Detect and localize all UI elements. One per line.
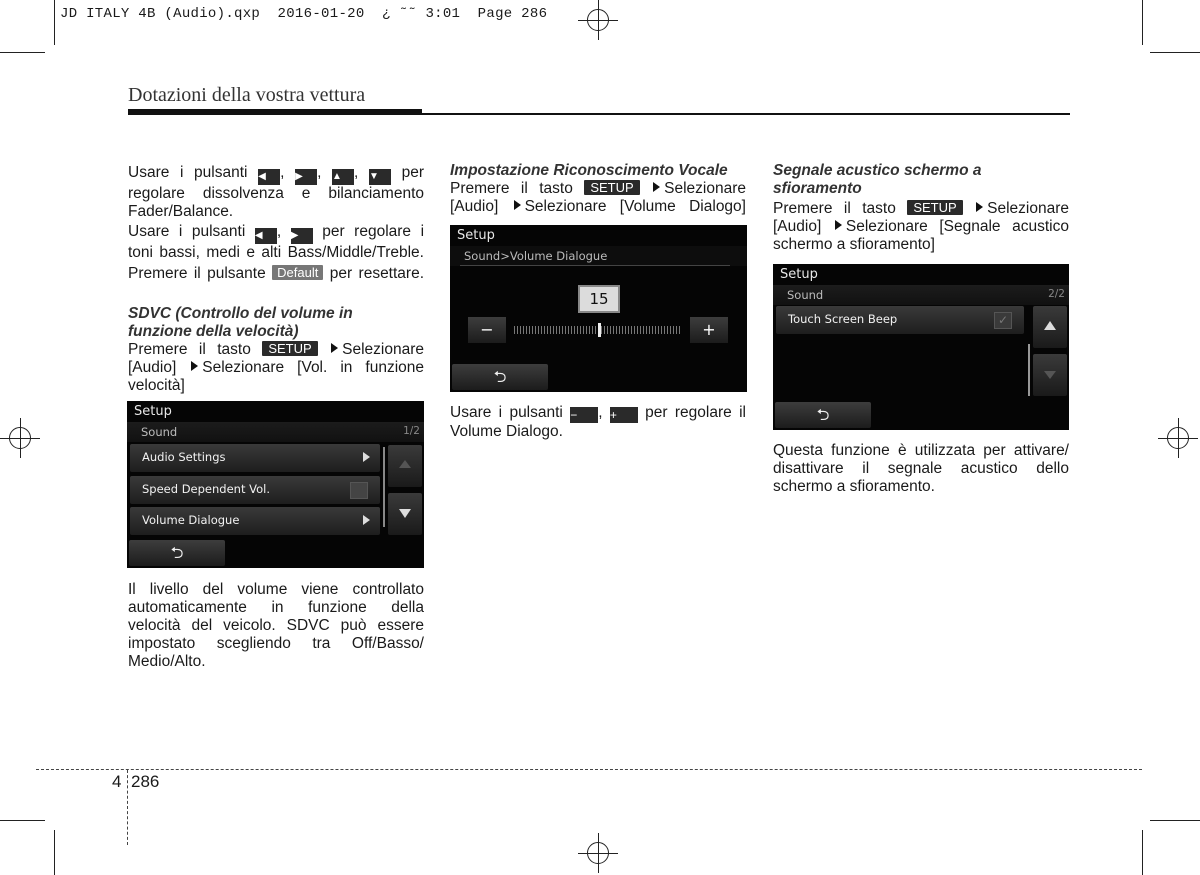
- back-button[interactable]: [129, 540, 225, 566]
- default-button-icon: Default: [272, 265, 323, 280]
- paragraph: [128, 265, 424, 283]
- crop-mark: [54, 0, 55, 45]
- registration-mark: [1158, 418, 1198, 458]
- crop-mark: [54, 830, 55, 875]
- paragraph: [128, 359, 424, 377]
- arrow-icon: [835, 220, 842, 230]
- right-arrow-icon: [363, 452, 370, 462]
- text: Usare i pulsanti: [450, 404, 563, 421]
- text-line: toni bassi, medi e alti Bass/Middle/Treble.: [128, 244, 424, 261]
- text: Selezionare: [664, 180, 746, 197]
- screen-subtitle-bar: [773, 285, 1069, 305]
- paragraph: [450, 198, 746, 216]
- setup-screen-volume-dialogue: [450, 225, 747, 392]
- paragraph: [773, 200, 1069, 218]
- volume-value: 15: [578, 285, 620, 313]
- arrow-icon: [976, 202, 983, 212]
- paragraph: Usare i pulsanti ◀ , ▶ , ▲ , ▼ per: [128, 164, 424, 185]
- section-heading: sfioramento: [773, 180, 862, 197]
- text: Selezionare [Vol. in funzione: [202, 359, 424, 376]
- back-button[interactable]: [452, 364, 548, 390]
- section-number: 4: [112, 772, 122, 791]
- scroll-down-button[interactable]: [1033, 354, 1067, 396]
- checkbox-icon: ✓: [994, 312, 1012, 329]
- scroll-down-button[interactable]: [388, 493, 422, 535]
- menu-row-touch-screen-beep[interactable]: [776, 306, 1024, 334]
- scroll-up-button[interactable]: [388, 445, 422, 487]
- setup-button-icon: SETUP: [262, 341, 317, 356]
- paragraph: [450, 180, 746, 198]
- arrow-icon: [331, 343, 338, 353]
- left-arrow-icon: ◀: [255, 228, 277, 244]
- arrow-icon: [653, 182, 660, 192]
- text-line: velocità]: [128, 377, 185, 394]
- crop-mark: [1142, 830, 1143, 875]
- right-arrow-icon: [363, 515, 370, 525]
- menu-row-audio-settings[interactable]: [130, 444, 380, 472]
- menu-row-label: Touch Screen Beep: [788, 312, 898, 326]
- column-2-lower: [450, 404, 746, 441]
- text: Usare i pulsanti: [128, 223, 246, 240]
- text: Premere il tasto: [128, 341, 251, 358]
- page-number: 286: [131, 772, 160, 791]
- column-3: [773, 162, 1069, 254]
- text: Selezionare: [987, 200, 1069, 217]
- scroll-up-button[interactable]: [1033, 306, 1067, 348]
- plus-icon: +: [702, 320, 716, 339]
- section-heading: funzione della velocità): [128, 323, 299, 340]
- section-heading: Impostazione Riconoscimento Vocale: [450, 162, 728, 179]
- crop-mark: [0, 52, 45, 53]
- text: Selezionare [Volume Dialogo]: [524, 198, 746, 215]
- screen-subtitle: Sound: [787, 288, 824, 302]
- plus-icon: +: [610, 407, 638, 423]
- text-line: schermo a sfioramento.: [773, 478, 935, 495]
- text-line: Volume Dialogo.: [450, 423, 563, 440]
- text-line: automaticamente in funzione della: [128, 599, 424, 616]
- minus-icon: −: [480, 320, 494, 339]
- setup-button-icon: SETUP: [584, 180, 639, 195]
- screen-subtitle: Sound: [141, 425, 178, 439]
- minus-icon: −: [570, 407, 598, 423]
- footer-rule: [36, 769, 1142, 770]
- registration-mark: [578, 833, 618, 873]
- screen-subtitle-bar: [450, 246, 747, 266]
- back-icon: ⮌: [816, 405, 830, 424]
- text-line: disattivare il segnale acustico dello: [773, 460, 1069, 477]
- setup-screen-sound-1: [127, 401, 424, 568]
- page-indicator: 1/2: [403, 425, 420, 437]
- screen-title: Setup: [780, 267, 818, 282]
- divider: [460, 265, 730, 266]
- text: per resettare.: [329, 265, 425, 282]
- crop-mark: [1150, 820, 1200, 821]
- page-indicator: 2/2: [1048, 288, 1065, 300]
- screen-subtitle-bar: [127, 422, 424, 442]
- column-2: [450, 162, 746, 216]
- paragraph: Usare i pulsanti ◀ , ▶ per regolare i: [128, 223, 424, 244]
- arrow-icon: [514, 200, 521, 210]
- text: Usare i pulsanti: [128, 164, 248, 181]
- registration-mark: [578, 0, 618, 40]
- volume-minus-button[interactable]: [468, 317, 506, 343]
- text: [Audio]: [450, 198, 499, 215]
- paragraph: Usare i pulsanti − , + per regolare il: [450, 404, 746, 422]
- header-rule-thin: [422, 113, 1070, 115]
- text: per regolare il: [645, 404, 746, 421]
- screen-subtitle: Sound>Volume Dialogue: [464, 249, 608, 263]
- volume-slider-thumb[interactable]: [598, 323, 601, 337]
- screen-title: Setup: [457, 228, 495, 243]
- text-line: schermo a sfioramento]: [773, 236, 935, 253]
- crop-mark: [1142, 0, 1143, 45]
- setup-button-icon: SETUP: [907, 200, 962, 215]
- footer-rule-vertical: [127, 770, 128, 845]
- text-line: regolare dissolvenza e bilanciamento: [128, 185, 424, 202]
- text-line: Il livello del volume viene controllato: [128, 581, 424, 598]
- right-arrow-icon: ▶: [295, 169, 317, 185]
- text: [Audio]: [773, 218, 822, 235]
- page-title: Dotazioni della vostra vettura: [128, 84, 366, 106]
- down-arrow-icon: [399, 509, 411, 518]
- text: Selezionare: [342, 341, 424, 358]
- text-line: Medio/Alto.: [128, 653, 206, 670]
- left-arrow-icon: ◀: [258, 169, 280, 185]
- crop-mark: [1150, 52, 1200, 53]
- menu-row-label: Audio Settings: [142, 450, 226, 464]
- column-1: [128, 164, 424, 395]
- scrollbar[interactable]: [383, 447, 385, 527]
- paragraph: [773, 218, 1069, 236]
- menu-row-speed-dependent-vol[interactable]: [130, 476, 380, 504]
- arrow-icon: [191, 361, 198, 371]
- menu-row-label: Speed Dependent Vol.: [142, 482, 270, 496]
- text: [Audio]: [128, 359, 177, 376]
- menu-row-volume-dialogue[interactable]: [130, 507, 380, 535]
- text-line: impostato scegliendo tra Off/Basso/: [128, 635, 424, 652]
- menu-row-label: Volume Dialogue: [142, 513, 240, 527]
- setup-screen-sound-2: [773, 264, 1069, 430]
- scrollbar[interactable]: [1028, 344, 1030, 396]
- right-arrow-icon: ▶: [291, 228, 313, 244]
- up-arrow-icon: [399, 460, 411, 468]
- back-button[interactable]: [775, 402, 871, 428]
- screen-title: Setup: [134, 404, 172, 419]
- text: per: [401, 164, 424, 181]
- back-icon: ⮌: [170, 543, 184, 562]
- crop-mark: [0, 820, 45, 821]
- up-arrow-icon: [1044, 321, 1056, 330]
- column-1-lower: [128, 581, 424, 671]
- up-arrow-icon: ▲: [332, 169, 354, 185]
- header-rule: [128, 109, 422, 115]
- text-line: velocità del veicolo. SDVC può essere: [128, 617, 424, 634]
- text: per regolare i: [322, 223, 425, 240]
- back-icon: ⮌: [493, 367, 507, 386]
- text: Premere il tasto: [773, 200, 896, 217]
- text: Premere il pulsante: [128, 265, 266, 282]
- text: Selezionare [Segnale acustico: [845, 218, 1069, 235]
- print-slug: JD ITALY 4B (Audio).qxp 2016-01-20 ¿ ˜˜ 3:01 Page 286: [60, 6, 548, 22]
- volume-plus-button[interactable]: [690, 317, 728, 343]
- section-heading: SDVC (Controllo del volume in: [128, 305, 353, 322]
- down-arrow-icon: ▼: [369, 169, 391, 185]
- registration-mark: [0, 418, 40, 458]
- text: Premere il tasto: [450, 180, 573, 197]
- checkbox-icon: [350, 482, 368, 499]
- paragraph: [128, 341, 424, 359]
- down-arrow-icon: [1044, 371, 1056, 379]
- text-line: Fader/Balance.: [128, 203, 234, 220]
- text-line: Questa funzione è utilizzata per attivare/: [773, 442, 1069, 459]
- section-heading: Segnale acustico schermo a: [773, 162, 982, 179]
- column-3-lower: [773, 442, 1069, 496]
